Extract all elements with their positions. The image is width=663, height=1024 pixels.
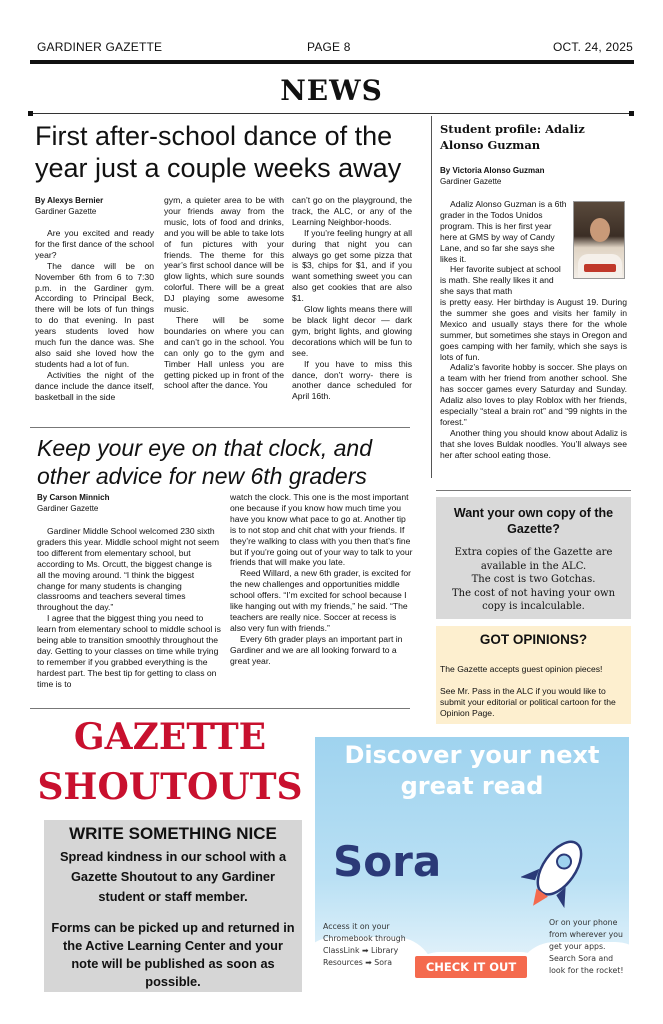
copy-info-box [436, 497, 631, 619]
nice-box-text: Spread kindness in our school with a Gazette Shoutout to any Gardiner student or staff member. [59, 849, 287, 904]
shoutouts-title-line1: GAZETTE [73, 716, 267, 758]
paragraph: watch the clock. This one is the most important one because if you know how much time you have you know what pace to go at. Another tip is to not stop and chit chat with your friends. If they’re walking to class with you then that’s fine but if you’re going out of your way to talk to your friends that will make you late. [230, 492, 413, 568]
paragraph: If you have to miss this dance, don’t worry- there is another dance scheduled for April 16th. [292, 358, 412, 402]
nice-box-instructions: Forms can be picked up and returned in the Active Learning Center and your note will be published as soon as possible. [51, 920, 295, 989]
write-something-nice-box [44, 820, 302, 992]
shoutouts-title-line2: SHOUTOUTS [37, 766, 303, 808]
paragraph: The dance will be on November 6th from 6 to 7:30 p.m. in the Gardiner gym. According to Principal Beck, there will be lots of fun things to do that evening. In past years students loved how much fun the dance was. She also said she loved how the students had a lot of fun. [35, 260, 154, 369]
issue-date: OCT. 24, 2025 [553, 40, 633, 54]
phone-instructions: Or on your phone from wherever you get your apps. Search Sora and look for the rocket! [549, 918, 624, 975]
sora-ad[interactable] [315, 737, 629, 994]
profile-body [440, 297, 627, 461]
profile-title: Student profile: Adaliz Alonso Guzman [440, 122, 585, 152]
student-photo [573, 201, 625, 279]
profile-byline: By Victoria Alonso Guzman [440, 166, 545, 175]
article1-byline: By Alexys Bernier [35, 196, 104, 205]
paragraph: Every 6th grader plays an important part in Gardiner and we are all looking forward to a great year. [230, 633, 403, 666]
opinions-title: GOT OPINIONS? [479, 632, 588, 647]
paragraph: Are you excited and ready for the first dance of the school year? [35, 228, 154, 260]
article1-column-2 [164, 195, 284, 391]
article1-headline: First after-school dance of the year just a couple weeks away [35, 121, 402, 183]
article2-headline: Keep your eye on that clock, and other advice for new 6th graders [37, 435, 372, 489]
paragraph: Adaliz’s favorite hobby is soccer. She plays on a team with her friend from another school. She has soccer games every Saturday and Sunday. Adaliz also loves to play Roblox with her friends, especially “steal a brain rot” and “99 nights in the forest.” [440, 362, 627, 427]
nice-box-title: WRITE SOMETHING NICE [69, 824, 277, 843]
column-divider [431, 116, 432, 478]
sora-logo-text: Sora [333, 837, 442, 886]
photo-face [590, 218, 610, 242]
photo-shirt-logo [584, 264, 616, 272]
paragraph: gym, a quieter area to be with your friends away from the music, lots of food and drinks, and you will be able to take lots of fun pictures with your friends. The theme for this year’s first school dance will be glow lights, which sure sounds colorful. There will be a great DJ playing some awesome music. [164, 195, 284, 315]
check-it-out-button[interactable]: CHECK IT OUT [415, 956, 527, 978]
paragraph: can’t go on the playground, the track, the ALC, or any of the Learning Neighbor-hoods. [292, 195, 412, 227]
paragraph: I agree that the biggest thing you need to learn from elementary school to middle school is being able to transition smoothly throughout the day. Getting to your classes on time while trying to remember if you grabbed everything is the hardest part. The best tip for getting to class on time is to [37, 613, 221, 689]
section-rule [30, 113, 634, 114]
profile-intro [440, 199, 568, 297]
article2-column-1 [37, 526, 222, 690]
article1-column-3 [292, 195, 412, 402]
opinions-paragraph: See Mr. Pass in the ALC if you would like to submit your editorial or political cartoon for the Opinion Page. [440, 685, 616, 718]
paragraph: is pretty easy. Her birthday is August 19. During the summer she goes and visits her family in Mexico and usually stays there for the whole summer, but sometimes she stays in Oregon and goes camping with her family, which she says is lots of fun. [440, 297, 627, 362]
profile-byline-sub: Gardiner Gazette [440, 177, 502, 186]
paragraph: There will be some boundaries on where you can and can’t go in the school. You can only go to the gym and Timber Hall unless you are getting picked up in front of the school after the dance. You [164, 314, 284, 391]
paragraph: Activities the night of the dance include the dance itself, basketball in the side [35, 369, 154, 402]
opinions-box [436, 626, 631, 724]
access-instructions: Access it on your Chromebook through ClassLink ➡ Library Resources ➡ Sora [323, 922, 406, 967]
article2-byline-sub: Gardiner Gazette [37, 504, 99, 513]
copy-box-body [440, 546, 627, 614]
paragraph: Her favorite subject at school is math. She really likes it and she says that math [440, 264, 561, 297]
profile-divider [436, 490, 631, 491]
paragraph: Gardiner Middle School welcomed 230 sixth graders this year. Middle school might not seem too different from elementary school, but according to Ms. Orcutt, the biggest change is all the moving around. “I think the biggest change for many students is changing classrooms and teachers several times throughout the day.” [37, 526, 219, 613]
paragraph: If you’re feeling hungry at all during that night you can always go get some pizza that is $3, chips for $1, and if you want something sweet you can also get cookies that are also $1. [292, 227, 412, 304]
paragraph: Another thing you should know about Adaliz is that she loves Buldak noodles. You’ll always see her after school eating those. [440, 427, 627, 460]
article1-column-1 [35, 228, 154, 403]
rocket-icon [521, 827, 591, 919]
copy-box-line: Extra copies of the Gazette are available in the ALC. [454, 547, 613, 572]
section-title: NEWS [280, 74, 383, 107]
paper-name: GARDINER GAZETTE [37, 40, 163, 54]
article-divider-bottom [30, 708, 410, 709]
opinions-paragraph: The Gazette accepts guest opinion pieces! [440, 664, 603, 674]
copy-box-title: Want your own copy of the Gazette? [453, 506, 614, 536]
page-number: PAGE 8 [307, 40, 351, 54]
article2-column-2 [230, 492, 414, 667]
paragraph: Glow lights means there will be black light decor — dark gym, bright lights, and glowing decorations which will be fun to see. [292, 304, 412, 358]
copy-box-line: The cost is two Gotchas. [471, 574, 596, 585]
paragraph: Reed Willard, a new 6th grader, is excited for the new challenges and opportunities middle school offers. “I’m excited for school because I like hanging out with my friends,” he said. “The teachers are really nice. Soccer at recess is also very fun with friends.” [230, 568, 412, 633]
ad-headline: Discover your next great read [344, 741, 600, 800]
opinions-body [440, 664, 627, 719]
rule-end-right [629, 111, 634, 116]
header-rule [30, 60, 634, 64]
rule-end-left [28, 111, 33, 116]
article1-byline-sub: Gardiner Gazette [35, 207, 97, 216]
copy-box-line: The cost of not having your own copy is incalculable. [451, 587, 616, 612]
article-divider [30, 427, 410, 428]
paragraph: Adaliz Alonso Guzman is a 6th grader in the Todos Unidos program. This is her first year here at GMS by way of Candy Lane, and so far she says she likes it. [440, 199, 567, 264]
article2-byline: By Carson Minnich [37, 493, 110, 502]
